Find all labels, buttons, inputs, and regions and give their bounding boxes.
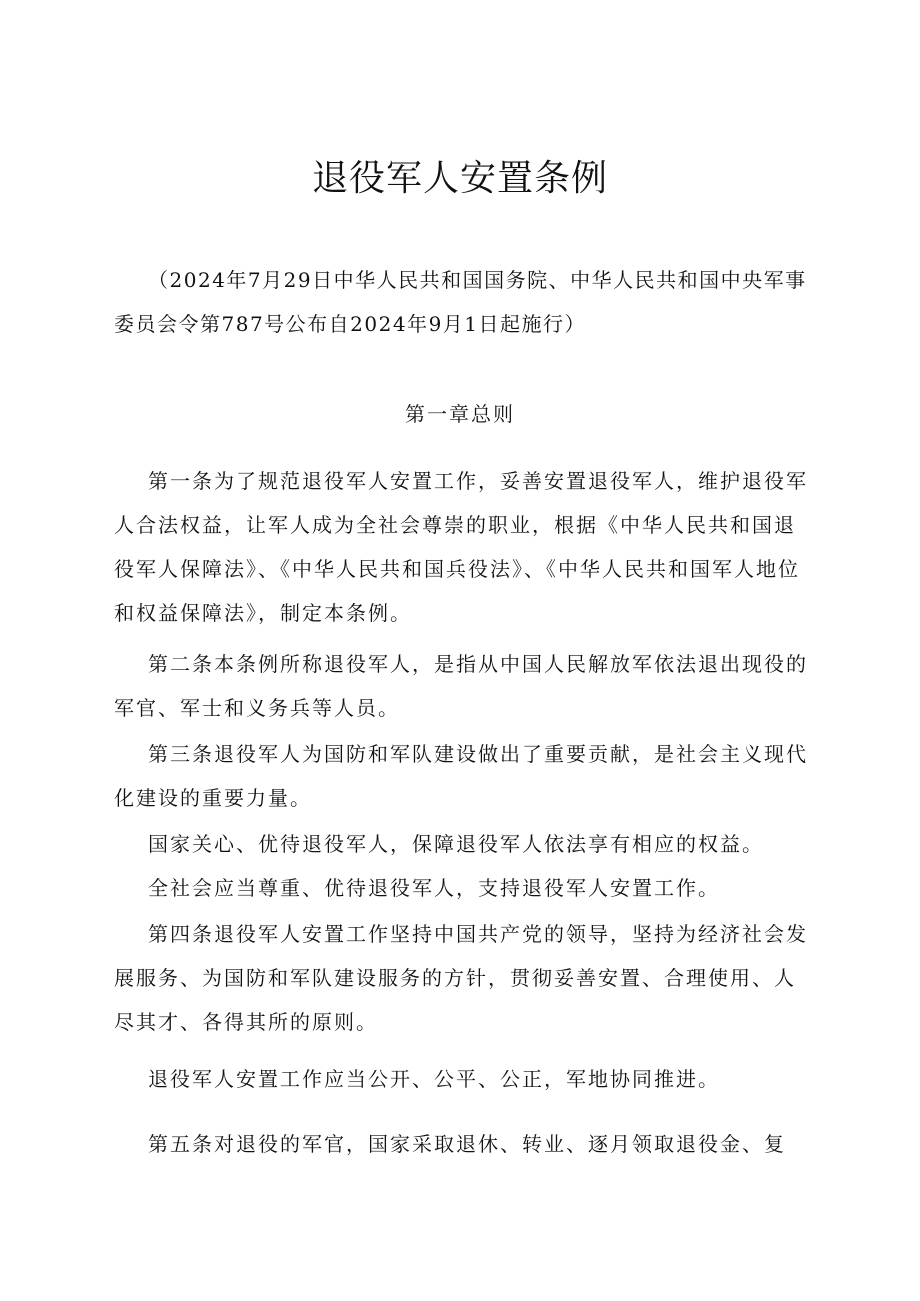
paragraph: 全社会应当尊重、优待退役军人，支持退役军人安置工作。 [148, 876, 720, 900]
promulgation-note: （2024年7月29日中华人民共和国国务院、中华人民共和国中央军事委员会令第787号公布自2024年9月1日起施行） [114, 268, 807, 336]
paragraph: 第五条对退役的军官，国家采取退休、转业、逐月领取退役金、复 [148, 1132, 786, 1156]
article-3-paragraph-2 [114, 822, 814, 866]
paragraph: 第四条退役军人安置工作坚持中国共产党的领导，坚持为经济社会发展服务、为国防和军队建设服务的方针，贯彻妥善安置、合理使用、人尽其才、各得其所的原则。 [114, 922, 808, 1034]
article-1 [114, 459, 814, 635]
chapter-heading: 第一章总则 [405, 402, 515, 426]
article-2 [114, 642, 814, 730]
article-5 [114, 1122, 814, 1166]
paragraph: 退役军人安置工作应当公开、公平、公正，军地协同推进。 [148, 1067, 720, 1091]
article-4-paragraph-2 [114, 1057, 814, 1101]
document-title: 退役军人安置条例 [311, 158, 608, 199]
article-3 [114, 732, 814, 820]
paragraph: 国家关心、优待退役军人，保障退役军人依法享有相应的权益。 [148, 832, 764, 856]
article-3-paragraph-3 [114, 866, 814, 910]
paragraph: 第二条本条例所称退役军人，是指从中国人民解放军依法退出现役的军官、军士和义务兵等人员。 [114, 652, 808, 720]
paragraph: 第三条退役军人为国防和军队建设做出了重要贡献，是社会主义现代化建设的重要力量。 [114, 742, 808, 810]
paragraph: 第一条为了规范退役军人安置工作，妥善安置退役军人，维护退役军人合法权益，让军人成为全社会尊崇的职业，根据《中华人民共和国退役军人保障法》、《中华人民共和国兵役法》、《中华人民共和国军人地位和权益保障法》，制定本条例。 [114, 469, 808, 625]
article-4 [114, 912, 814, 1044]
